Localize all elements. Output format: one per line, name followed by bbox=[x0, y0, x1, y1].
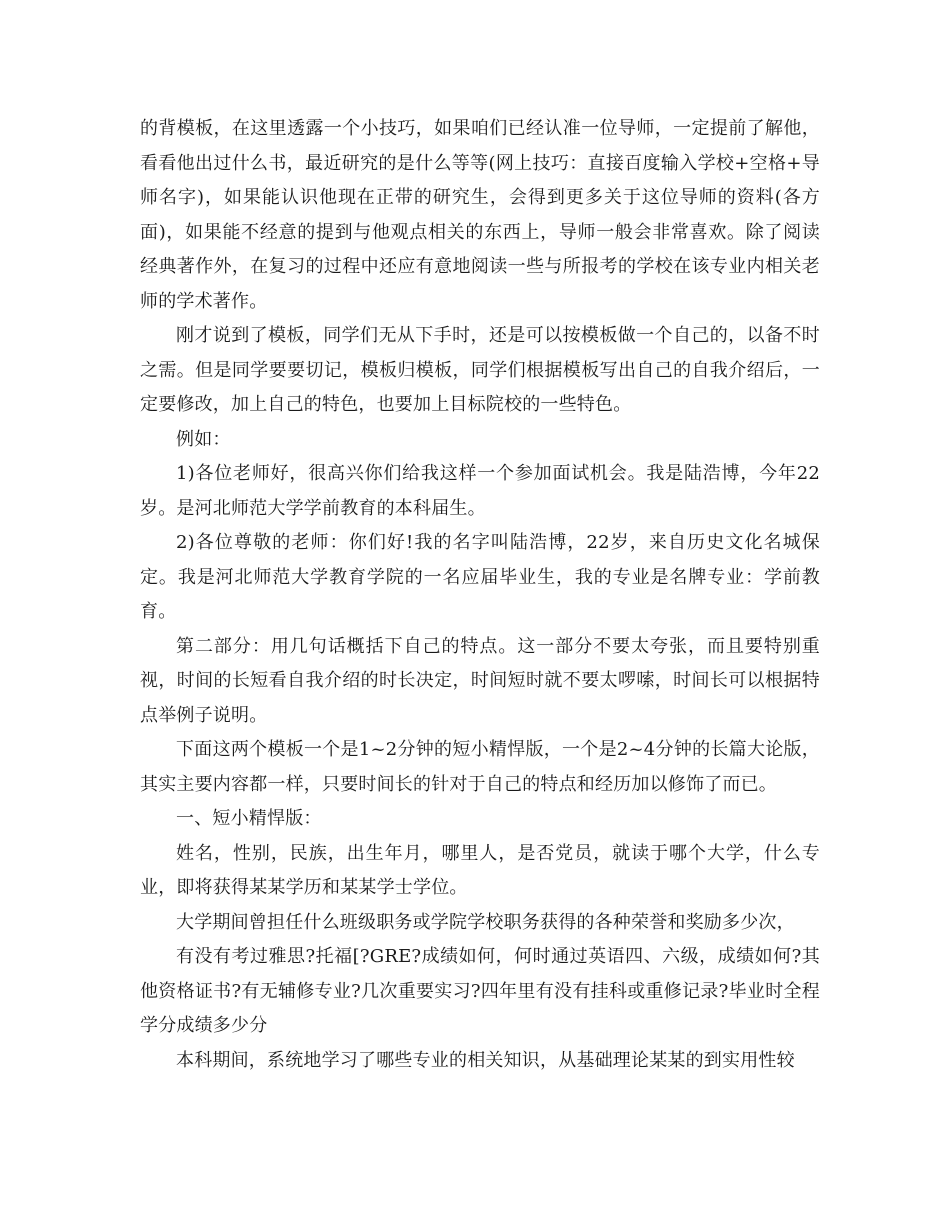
paragraph-3: 例如： bbox=[176, 428, 231, 450]
document-body bbox=[140, 112, 820, 1078]
paragraph-4: 1)各位老师好，很高兴你们给我这样一个参加面试机会。我是陆浩博，今年22岁。是河北师范大学学前教育的本科届生。 bbox=[140, 463, 820, 519]
paragraph-8: 一、短小精悍版： bbox=[176, 808, 322, 829]
paragraph-11: 有没有考过雅思?托福[?GRE?成绩如何，何时通过英语四、六级，成绩如何?其他资格证书?有无辅修专业?几次重要实习?四年里有没有挂科或重修记录?毕业时全程学分成绩多少分 bbox=[140, 946, 820, 1036]
paragraph-12: 本科期间，系统地学习了哪些专业的相关知识，从基础理论某某的到实用性较 bbox=[176, 1049, 795, 1071]
paragraph-10: 大学期间曾担任什么班级职务或学院学校职务获得的各种荣誉和奖励多少次， bbox=[176, 911, 795, 933]
paragraph-9: 姓名，性别，民族，出生年月，哪里人，是否党员，就读于哪个大学，什么专业，即将获得某某学历和某某学士学位。 bbox=[140, 842, 820, 898]
paragraph-5: 2)各位尊敬的老师：你们好!我的名字叫陆浩博，22岁，来自历史文化名城保定。我是河北师范大学教育学院的一名应届毕业生，我的专业是名牌专业：学前教育。 bbox=[140, 532, 820, 622]
paragraph-1: 的背模板，在这里透露一个小技巧，如果咱们已经认准一位导师，一定提前了解他，看看他出过什么书，最近研究的是什么等等(网上技巧：直接百度输入学校+空格+导师名字)，如果能认识他现在正带的研究生，会得到更多关于这位导师的资料(各方面)，如果能不经意的提到与他观点相关的东西上，导师一般会非常喜欢。除了阅读经典著作外，在复习的过程中还应有意地阅读一些与所报考的学校在该专业内相关老师的学术著作。 bbox=[140, 118, 820, 312]
paragraph-6: 第二部分：用几句话概括下自己的特点。这一部分不要太夸张，而且要特别重视，时间的长短看自我介绍的时长决定，时间短时就不要太啰嗦，时间长可以根据特点举例子说明。 bbox=[140, 635, 820, 726]
paragraph-2: 刚才说到了模板，同学们无从下手时，还是可以按模板做一个自己的，以备不时之需。但是同学要要切记，模板归模板，同学们根据模板写出自己的自我介绍后，一定要修改，加上自己的特色，也要加上目标院校的一些特色。 bbox=[140, 325, 820, 415]
paragraph-7: 下面这两个模板一个是1~2分钟的短小精悍版，一个是2~4分钟的长篇大论版，其实主要内容都一样，只要时间长的针对于自己的特点和经历加以修饰了而已。 bbox=[140, 739, 820, 795]
